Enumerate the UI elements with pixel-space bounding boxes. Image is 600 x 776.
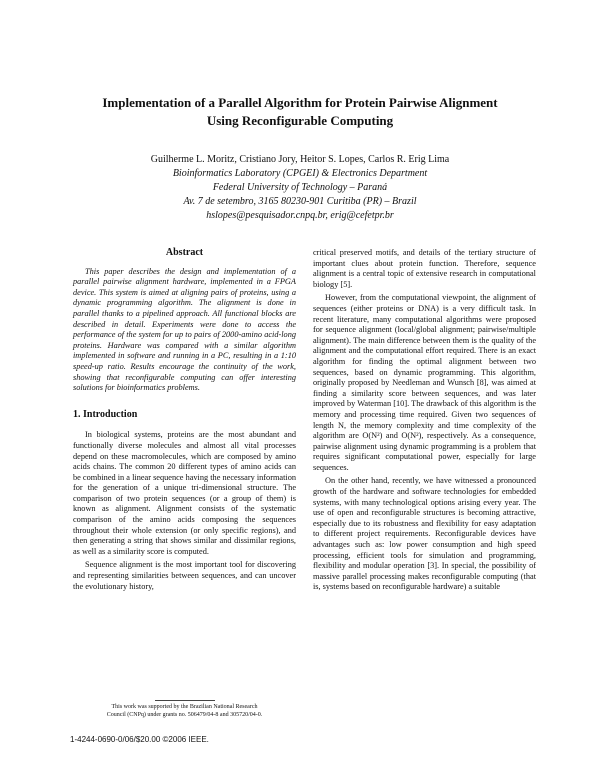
- right-column: [313, 248, 536, 596]
- title-line-2: Using Reconfigurable Computing: [206, 113, 394, 128]
- footnote: [73, 700, 296, 719]
- right-paragraph-3: On the other hand, recently, we have witnessed a pronounced growth of the hardware and software technologies for embedded systems, with many technological options arising every year. The use of open and reconfigurable structures is becoming attractive, especially due to its robustness and flexibility for easy adaptation to different project requirements. Reconfigurable devices have advantages such as: low power consumption and high speed processing, efficient tools for simulation and programming, flexibility and modular operation [3]. In special, the possibility of massive parallel processing makes reconfigurable computing (that is, systems based on reconfigurable hardware) a suitable: [313, 476, 536, 592]
- footnote-line-1: This work was supported by the Brazilian National Research: [111, 704, 258, 710]
- author-emails: hslopes@pesquisador.cnpq.br, erig@cefetpr.br: [206, 210, 394, 221]
- intro-paragraph-1: In biological systems, proteins are the most abundant and functionally diverse molecules and almost all vital processes depend on these macromolecules, which are composed by amino acids chains. The common 20 different types of amino acids can be combined in a linear sequence having the necessary information for the generation of a unique tri-dimensional structure. The comparison of two protein sequences (or a group of them) is known as alignment. Alignment consists of the systematic comparison of the amino acids composing the sequences throughout their whole extension (or only specific regions), and then generating a string that shows similar and dissimilar regions, as well as a similarity score is computed.: [73, 430, 296, 556]
- author-university: Federal University of Technology – Paraná: [212, 182, 388, 193]
- intro-paragraph-2: Sequence alignment is the most important tool for discovering and representing similarities between sequences, and can uncover the evolutionary history,: [73, 560, 296, 591]
- author-address: Av. 7 de setembro, 3165 80230-901 Curitiba (PR) – Brazil: [183, 196, 417, 207]
- right-paragraph-1: critical preserved motifs, and details of the tertiary structure of important clues about protein function. Therefore, sequence alignment is a central topic of extensive research in computational biology [5].: [313, 248, 536, 289]
- left-column: [73, 248, 296, 595]
- copyright-footer: 1-4244-0690-0/06/$20.00 ©2006 IEEE.: [70, 735, 209, 744]
- footnote-rule: [155, 700, 215, 701]
- abstract-heading: Abstract: [165, 247, 204, 258]
- right-paragraph-2: However, from the computational viewpoint, the alignment of sequences (either proteins or DNA) is a very difficult task. In recent literature, many computational algorithms were proposed for sequence alignment (local/global alignment; pairwise/multiple alignment). The main difference between them is the quality of the alignment and the computational effort required. There is an exact algorithm for finding the optimal alignment between two sequences, based on dynamic programming. This algorithm, originally proposed by Needleman and Wunsch [8], was aimed at finding a similarity score between sequences, and was later improved by Waterman [10]. The drawback of this algorithm is the memory and processing time required. Given two sequences of length N, the memory complexity and time complexity of the algorithm are O(N²) and O(N²), respectively. As a consequence, pairwise alignment using dynamic programming is a problem that requires significant computational power, especially for large sequences.: [313, 293, 536, 472]
- author-block: [100, 153, 500, 223]
- paper-title: [70, 94, 530, 130]
- footnote-line-2: Council (CNPq) under grants no. 506479/04-8 and 305720/04-0.: [106, 712, 263, 718]
- abstract-text: This paper describes the design and implementation of a parallel pairwise alignment hardware, implemented in a FPGA device. This system is aimed at aligning pairs of proteins, using a dynamic programming algorithm. The alignment is done in parallel thanks to a pipelined approach. All functional blocks are described in detail. Experiments were done to access the performance of the system for up to pairs of 2000-amino acid-long proteins. Hardware was compared with a similar algorithm implemented in software and running in a PC, resulting in a 1:10 speed-up ratio. Results encourage the continuity of the work, showing that reconfigurable computing can offer interesting solutions for bioinformatics problems.: [73, 266, 296, 393]
- intro-heading: 1. Introduction: [73, 408, 138, 420]
- author-lab: Bioinformatics Laboratory (CPGEI) & Electronics Department: [172, 168, 428, 179]
- title-line-1: Implementation of a Parallel Algorithm for Protein Pairwise Alignment: [102, 95, 498, 110]
- author-names: Guilherme L. Moritz, Cristiano Jory, Heitor S. Lopes, Carlos R. Erig Lima: [150, 154, 450, 165]
